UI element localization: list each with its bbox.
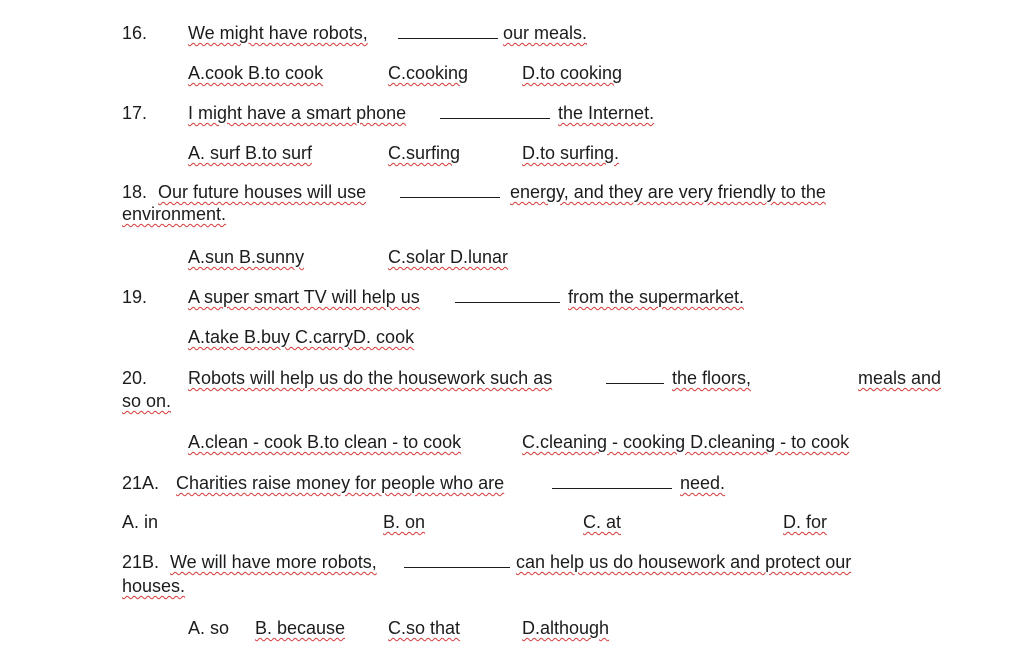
q16-after: our meals. [503, 23, 588, 43]
q21b-stem: We will have more robots, [170, 552, 377, 572]
q16-option-ab: A.cook B.to cook [188, 63, 324, 83]
q21b-option-c: C.so that [388, 618, 461, 638]
q21b-blank[interactable] [404, 567, 510, 568]
q21b-option-a: A. so [188, 618, 230, 638]
q18-option-cd: C.solar D.lunar [388, 247, 509, 267]
q21b-option-b: B. because [255, 618, 346, 638]
q16-stem: We might have robots, [188, 23, 368, 43]
q21b-line2: houses. [122, 576, 186, 596]
q16-number: 16. [122, 23, 148, 43]
q21a-number: 21A. [122, 473, 160, 493]
q21b-option-d: D.although [522, 618, 610, 638]
q19-after: from the supermarket. [568, 287, 745, 307]
q17-number: 17. [122, 103, 148, 123]
q16-blank[interactable] [398, 38, 498, 39]
q21b-number: 21B. [122, 552, 160, 572]
q20-blank[interactable] [606, 383, 664, 384]
q19-blank[interactable] [455, 302, 560, 303]
q17-option-c: C.surfing [388, 143, 461, 163]
q19-options: A.take B.buy C.carryD. cook [188, 327, 415, 347]
q17-stem: I might have a smart phone [188, 103, 407, 123]
q16-option-d: D.to cooking [522, 63, 623, 83]
q21a-stem: Charities raise money for people who are [176, 473, 505, 493]
q16-option-c: C.cooking [388, 63, 469, 83]
q18-number: 18. [122, 182, 148, 202]
q21a-after: need. [680, 473, 726, 493]
q18-option-ab: A.sun B.sunny [188, 247, 305, 267]
q17-option-d: D.to surfing. [522, 143, 620, 163]
q17-after: the Internet. [558, 103, 655, 123]
q20-after2: meals and [858, 368, 942, 388]
q19-stem: A super smart TV will help us [188, 287, 420, 307]
q20-option-cd: C.cleaning - cooking D.cleaning - to cook [522, 432, 850, 452]
q20-after: the floors, [672, 368, 752, 388]
q18-after: energy, and they are very friendly to the [510, 182, 826, 202]
q20-number: 20. [122, 368, 148, 388]
q21a-blank[interactable] [552, 488, 672, 489]
q18-stem: Our future houses will use [158, 182, 367, 202]
q21a-option-b: B. on [383, 512, 426, 532]
q19-number: 19. [122, 287, 148, 307]
q18-blank[interactable] [400, 197, 500, 198]
q17-option-ab: A. surf B.to surf [188, 143, 313, 163]
q17-blank[interactable] [440, 118, 550, 119]
q18-line2: environment. [122, 204, 227, 224]
q21a-option-c: C. at [583, 512, 622, 532]
q21a-option-a: A. in [122, 512, 159, 532]
q20-option-ab: A.clean - cook B.to clean - to cook [188, 432, 462, 452]
q21a-option-d: D. for [783, 512, 828, 532]
q21b-after: can help us do housework and protect our [516, 552, 852, 572]
q20-line2: so on. [122, 391, 172, 411]
q20-stem: Robots will help us do the housework such as [188, 368, 553, 388]
